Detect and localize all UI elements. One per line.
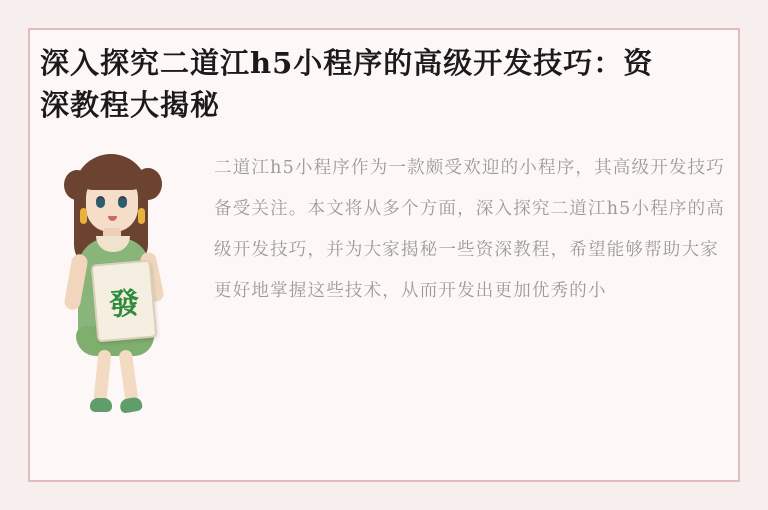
- earring-left-icon: [80, 208, 87, 224]
- shoe-right-icon: [119, 396, 143, 414]
- girl-holding-card-illustration: [46, 142, 196, 432]
- leg-right-shape: [118, 349, 138, 402]
- article-paragraph: 二道江h5小程序作为一款颇受欢迎的小程序，其高级开发技巧备受关注。本文将从多个方面，深入探究二道江h5小程序的高级开发技巧，并为大家揭秘一些资深教程，希望能够帮助大家更好地掌握这些技术，从而开发出更加优秀的小: [214, 158, 726, 301]
- page-title: 深入探究二道江h5小程序的高级开发技巧：资深教程大揭秘: [40, 46, 654, 122]
- fringe-icon: [82, 164, 142, 190]
- fortune-card: [91, 260, 158, 343]
- shoe-left-icon: [90, 398, 112, 412]
- eye-right-icon: [118, 198, 127, 208]
- leg-left-shape: [93, 349, 111, 402]
- eye-left-icon: [96, 198, 105, 208]
- girl-figure: [46, 142, 196, 432]
- article-body-wrapper: [40, 142, 728, 432]
- fortune-card-character: 發: [107, 285, 141, 324]
- article-content: [40, 42, 728, 480]
- earring-right-icon: [138, 208, 145, 224]
